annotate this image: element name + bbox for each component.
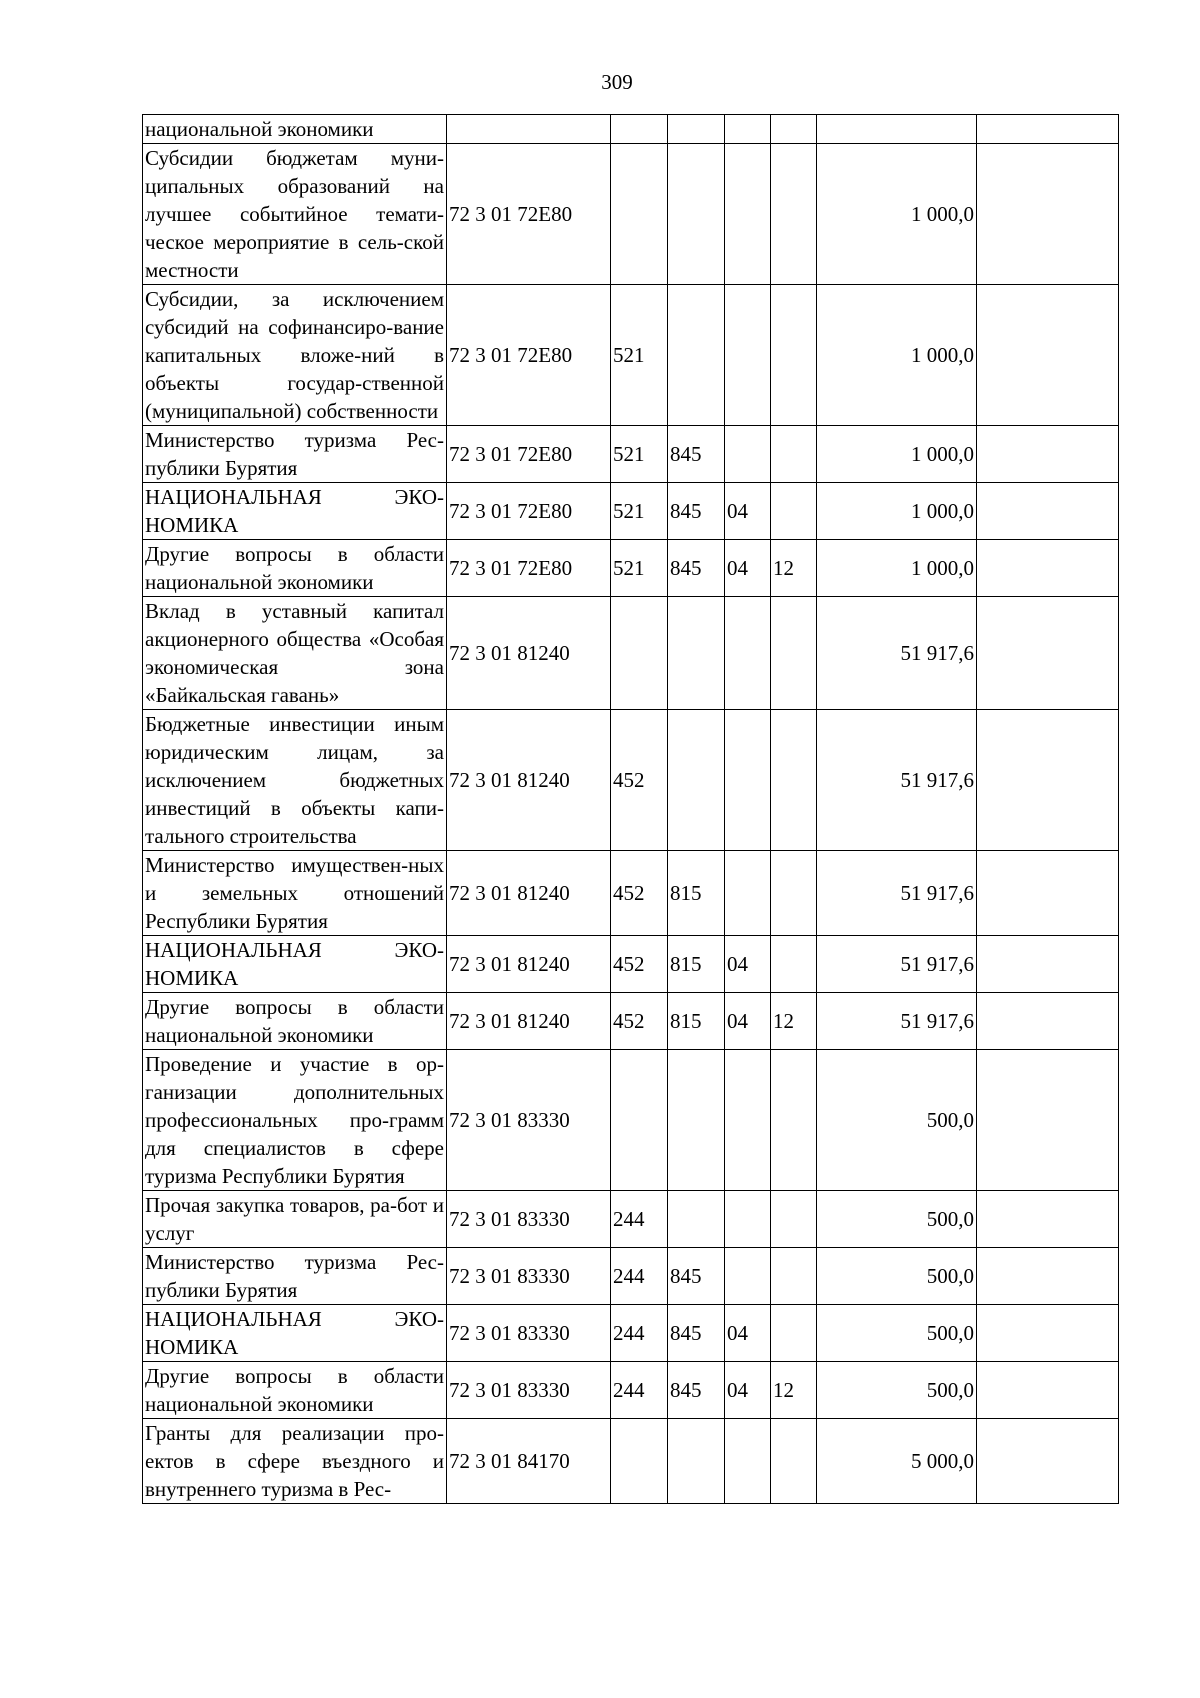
subsection-code-cell: 12	[771, 993, 817, 1050]
table-row	[143, 597, 1119, 710]
expense-type-code-cell: 244	[611, 1305, 668, 1362]
table-row	[143, 936, 1119, 993]
amount-cell: 51 917,6	[817, 993, 977, 1050]
empty-cell	[977, 597, 1119, 710]
table-row	[143, 426, 1119, 483]
item-name-cell: Субсидии, за исключением субсидий на софинансиро-вание капитальных вложе-ний в объекты государ-ственной (муниципальной) собственности	[143, 285, 447, 426]
expense-type-code-cell	[611, 115, 668, 144]
administrator-code-cell	[668, 1419, 725, 1504]
expense-type-code-cell	[611, 1050, 668, 1191]
section-code-cell	[725, 1248, 771, 1305]
administrator-code-cell: 845	[668, 540, 725, 597]
table-row	[143, 1191, 1119, 1248]
empty-cell	[977, 1419, 1119, 1504]
item-name-cell: Прочая закупка товаров, ра-бот и услуг	[143, 1191, 447, 1248]
subsection-code-cell	[771, 597, 817, 710]
target-article-code-cell: 72 3 01 72Е80	[447, 144, 611, 285]
amount-cell: 500,0	[817, 1248, 977, 1305]
amount-cell: 1 000,0	[817, 285, 977, 426]
section-code-cell: 04	[725, 540, 771, 597]
section-code-cell	[725, 1050, 771, 1191]
empty-cell	[977, 1248, 1119, 1305]
table-row	[143, 540, 1119, 597]
subsection-code-cell	[771, 1248, 817, 1305]
empty-cell	[977, 540, 1119, 597]
empty-cell	[977, 1362, 1119, 1419]
table-row	[143, 483, 1119, 540]
budget-table	[142, 114, 1119, 1504]
empty-cell	[977, 115, 1119, 144]
amount-cell: 5 000,0	[817, 1419, 977, 1504]
amount-cell: 1 000,0	[817, 540, 977, 597]
table-row	[143, 1248, 1119, 1305]
administrator-code-cell: 845	[668, 1362, 725, 1419]
amount-cell: 51 917,6	[817, 597, 977, 710]
expense-type-code-cell: 452	[611, 851, 668, 936]
target-article-code-cell: 72 3 01 72Е80	[447, 540, 611, 597]
table-row	[143, 1419, 1119, 1504]
target-article-code-cell: 72 3 01 81240	[447, 936, 611, 993]
empty-cell	[977, 426, 1119, 483]
amount-cell: 1 000,0	[817, 144, 977, 285]
administrator-code-cell	[668, 1191, 725, 1248]
item-name-cell: Другие вопросы в области национальной экономики	[143, 1362, 447, 1419]
item-name-cell: Проведение и участие в ор-ганизации дополнительных профессиональных про-грамм для специалистов в сфере туризма Республики Бурятия	[143, 1050, 447, 1191]
amount-cell: 51 917,6	[817, 710, 977, 851]
section-code-cell	[725, 285, 771, 426]
empty-cell	[977, 483, 1119, 540]
amount-cell: 500,0	[817, 1305, 977, 1362]
subsection-code-cell	[771, 710, 817, 851]
table-row	[143, 1050, 1119, 1191]
item-name-cell: НАЦИОНАЛЬНАЯ ЭКО-НОМИКА	[143, 483, 447, 540]
subsection-code-cell	[771, 144, 817, 285]
item-name-cell: НАЦИОНАЛЬНАЯ ЭКО-НОМИКА	[143, 1305, 447, 1362]
expense-type-code-cell: 244	[611, 1248, 668, 1305]
expense-type-code-cell: 452	[611, 993, 668, 1050]
amount-cell: 51 917,6	[817, 851, 977, 936]
administrator-code-cell	[668, 597, 725, 710]
target-article-code-cell: 72 3 01 72Е80	[447, 426, 611, 483]
expense-type-code-cell: 521	[611, 285, 668, 426]
table-row	[143, 115, 1119, 144]
subsection-code-cell: 12	[771, 540, 817, 597]
section-code-cell	[725, 1419, 771, 1504]
target-article-code-cell: 72 3 01 83330	[447, 1362, 611, 1419]
target-article-code-cell: 72 3 01 81240	[447, 851, 611, 936]
item-name-cell: Министерство имуществен-ных и земельных отношений Республики Бурятия	[143, 851, 447, 936]
administrator-code-cell: 815	[668, 851, 725, 936]
target-article-code-cell: 72 3 01 83330	[447, 1050, 611, 1191]
subsection-code-cell	[771, 285, 817, 426]
expense-type-code-cell: 521	[611, 540, 668, 597]
administrator-code-cell: 845	[668, 1248, 725, 1305]
subsection-code-cell	[771, 1419, 817, 1504]
section-code-cell	[725, 597, 771, 710]
table-row	[143, 144, 1119, 285]
target-article-code-cell: 72 3 01 83330	[447, 1248, 611, 1305]
subsection-code-cell: 12	[771, 1362, 817, 1419]
empty-cell	[977, 936, 1119, 993]
section-code-cell: 04	[725, 1305, 771, 1362]
expense-type-code-cell	[611, 597, 668, 710]
expense-type-code-cell: 521	[611, 483, 668, 540]
subsection-code-cell	[771, 115, 817, 144]
subsection-code-cell	[771, 1305, 817, 1362]
amount-cell: 500,0	[817, 1191, 977, 1248]
table-row	[143, 710, 1119, 851]
section-code-cell: 04	[725, 483, 771, 540]
amount-cell	[817, 115, 977, 144]
expense-type-code-cell: 452	[611, 936, 668, 993]
administrator-code-cell	[668, 710, 725, 851]
section-code-cell	[725, 851, 771, 936]
subsection-code-cell	[771, 426, 817, 483]
table-row	[143, 1305, 1119, 1362]
target-article-code-cell: 72 3 01 72Е80	[447, 483, 611, 540]
empty-cell	[977, 1191, 1119, 1248]
administrator-code-cell	[668, 1050, 725, 1191]
expense-type-code-cell: 521	[611, 426, 668, 483]
table-row	[143, 285, 1119, 426]
target-article-code-cell: 72 3 01 81240	[447, 993, 611, 1050]
section-code-cell	[725, 115, 771, 144]
subsection-code-cell	[771, 1191, 817, 1248]
section-code-cell: 04	[725, 936, 771, 993]
empty-cell	[977, 285, 1119, 426]
subsection-code-cell	[771, 851, 817, 936]
empty-cell	[977, 851, 1119, 936]
administrator-code-cell	[668, 144, 725, 285]
target-article-code-cell: 72 3 01 83330	[447, 1191, 611, 1248]
expense-type-code-cell	[611, 144, 668, 285]
target-article-code-cell	[447, 115, 611, 144]
subsection-code-cell	[771, 1050, 817, 1191]
table-row	[143, 851, 1119, 936]
administrator-code-cell: 845	[668, 426, 725, 483]
target-article-code-cell: 72 3 01 72Е80	[447, 285, 611, 426]
amount-cell: 500,0	[817, 1362, 977, 1419]
target-article-code-cell: 72 3 01 81240	[447, 597, 611, 710]
item-name-cell: Другие вопросы в области национальной экономики	[143, 540, 447, 597]
empty-cell	[977, 710, 1119, 851]
administrator-code-cell: 815	[668, 936, 725, 993]
amount-cell: 51 917,6	[817, 936, 977, 993]
page-number: 309	[601, 70, 633, 94]
empty-cell	[977, 1050, 1119, 1191]
expense-type-code-cell: 452	[611, 710, 668, 851]
section-code-cell	[725, 710, 771, 851]
amount-cell: 1 000,0	[817, 426, 977, 483]
item-name-cell: НАЦИОНАЛЬНАЯ ЭКО-НОМИКА	[143, 936, 447, 993]
table-row	[143, 993, 1119, 1050]
target-article-code-cell: 72 3 01 83330	[447, 1305, 611, 1362]
table-body	[143, 115, 1119, 1504]
target-article-code-cell: 72 3 01 84170	[447, 1419, 611, 1504]
item-name-cell: Министерство туризма Рес-публики Бурятия	[143, 1248, 447, 1305]
item-name-cell: Гранты для реализации про-ектов в сфере въездного и внутреннего туризма в Рес-	[143, 1419, 447, 1504]
empty-cell	[977, 993, 1119, 1050]
section-code-cell	[725, 426, 771, 483]
item-name-cell: Министерство туризма Рес-публики Бурятия	[143, 426, 447, 483]
administrator-code-cell	[668, 285, 725, 426]
amount-cell: 500,0	[817, 1050, 977, 1191]
expense-type-code-cell: 244	[611, 1362, 668, 1419]
administrator-code-cell: 815	[668, 993, 725, 1050]
item-name-cell: Субсидии бюджетам муни-ципальных образований на лучшее событийное темати-ческое мероприятие в сель-ской местности	[143, 144, 447, 285]
amount-cell: 1 000,0	[817, 483, 977, 540]
administrator-code-cell	[668, 115, 725, 144]
section-code-cell: 04	[725, 993, 771, 1050]
item-name-cell: Вклад в уставный капитал акционерного общества «Особая экономическая зона «Байкальская гавань»	[143, 597, 447, 710]
item-name-cell: Другие вопросы в области национальной экономики	[143, 993, 447, 1050]
section-code-cell	[725, 1191, 771, 1248]
table-row	[143, 1362, 1119, 1419]
section-code-cell	[725, 144, 771, 285]
administrator-code-cell: 845	[668, 483, 725, 540]
empty-cell	[977, 144, 1119, 285]
target-article-code-cell: 72 3 01 81240	[447, 710, 611, 851]
section-code-cell: 04	[725, 1362, 771, 1419]
administrator-code-cell: 845	[668, 1305, 725, 1362]
item-name-cell: национальной экономики	[143, 115, 447, 144]
expense-type-code-cell: 244	[611, 1191, 668, 1248]
expense-type-code-cell	[611, 1419, 668, 1504]
item-name-cell: Бюджетные инвестиции иным юридическим лицам, за исключением бюджетных инвестиций в объекты капи-тального строительства	[143, 710, 447, 851]
subsection-code-cell	[771, 483, 817, 540]
subsection-code-cell	[771, 936, 817, 993]
empty-cell	[977, 1305, 1119, 1362]
